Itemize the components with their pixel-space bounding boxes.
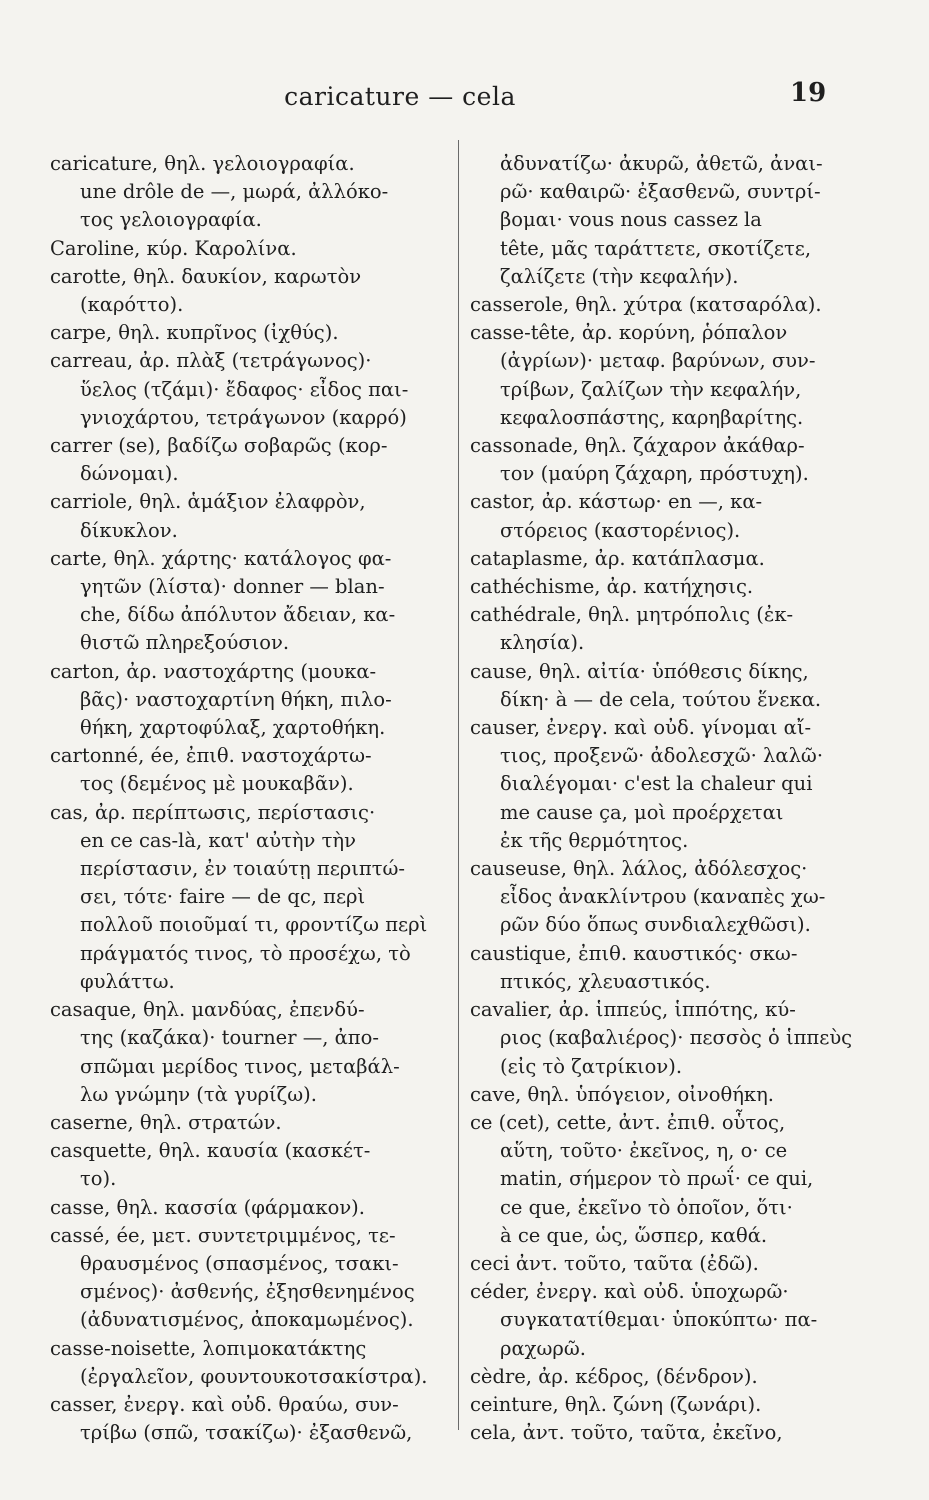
entry-line: φυλάττω. (80, 969, 175, 993)
entry-headline: casse-noisette, λοπιμοκατάκτης (50, 1336, 367, 1360)
entry-headline: carotte, θηλ. δαυκίον, καρωτὸν (50, 264, 362, 288)
dictionary-entry (50, 996, 450, 1109)
entry-line: (εἰς τὸ ζατρίκιον). (500, 1054, 683, 1078)
dictionary-entry (50, 1137, 450, 1193)
entry-line: κλησία). (500, 631, 585, 655)
entry-line: βᾶς)· ναστοχαρτίνη θήκη, πιλο- (80, 687, 392, 711)
dictionary-entry (470, 1391, 865, 1419)
entry-line: τιος, προξενῶ· ἀδολεσχῶ· λαλῶ· (500, 744, 824, 768)
dictionary-entry (470, 1278, 865, 1363)
entry-headline: causeuse, θηλ. λάλος, ἀδόλεσχος· (470, 857, 808, 881)
entry-headline: cataplasme, ἀρ. κατάπλασμα. (470, 546, 765, 570)
entry-headline: carrer (se), βαδίζω σοβαρῶς (κορ- (50, 434, 388, 458)
dictionary-entry (470, 855, 865, 940)
dictionary-entry (470, 291, 865, 319)
entry-headline: casserole, θηλ. χύτρα (κατσαρόλα). (470, 293, 822, 317)
entry-headline: caustique, ἐπιθ. καυστικός· σκω- (470, 941, 798, 965)
entry-line: περίστασιν, ἐν τοιαύτῃ περιπτώ- (80, 857, 406, 881)
entry-line: δίκη· à — de cela, τούτου ἕνεκα. (500, 687, 822, 711)
entry-headline: ceci ἀντ. τοῦτο, ταῦτα (ἐδῶ). (470, 1251, 759, 1275)
entry-headline: cartonné, ée, ἐπιθ. ναστοχάρτω- (50, 744, 372, 768)
entry-line: ραχωρῶ. (500, 1336, 586, 1360)
entry-line: δώνομαι). (80, 462, 179, 486)
entry-headline: carton, ἀρ. ναστοχάρτης (μουκα- (50, 659, 377, 683)
entry-line: (ἀδυνατισμένος, ἀποκαμωμένος). (80, 1308, 414, 1332)
dictionary-entry (50, 432, 450, 488)
entry-headline: casse-tête, ἀρ. κορύνη, ῥόπαλον (470, 321, 788, 345)
entry-line: πολλοῦ ποιοῦμαί τι, φροντίζω περὶ (80, 913, 428, 937)
dictionary-entry (50, 150, 450, 235)
entry-headline: cathéchisme, ἀρ. κατήχησις. (470, 575, 754, 599)
dictionary-entry (50, 1222, 450, 1335)
entry-headline: carreau, ἀρ. πλὰξ (τετράγωνος)· (50, 349, 372, 373)
dictionary-entry (50, 263, 450, 319)
entry-line: θιστῶ πληρεξούσιον. (80, 631, 290, 655)
entry-line: εἶδος ἀνακλίντρου (καναπὲς χω- (500, 885, 826, 909)
entry-headline: causer, ἐνεργ. καὶ οὐδ. γίνομαι αἴ- (470, 716, 812, 740)
entry-line: (ἀγρίων)· μεταφ. βαρύνων, συν- (500, 349, 816, 373)
entry-line: σει, τότε· faire — de qc, περὶ (80, 885, 366, 909)
dictionary-entry (50, 1194, 450, 1222)
dictionary-entry (50, 799, 450, 996)
dictionary-entry (50, 347, 450, 432)
entry-headline: Caroline, κύρ. Καρολίνα. (50, 236, 297, 260)
entry-line: γνιοχάρτου, τετράγωνον (καρρό) (80, 405, 407, 429)
entry-line: κεφαλοσπάστης, καρηβαρίτης. (500, 405, 804, 429)
entry-line: (καρόττο). (80, 293, 184, 317)
entry-line: me cause ça, μοὶ προέρχεται (500, 800, 784, 824)
entry-line: το). (80, 1167, 117, 1191)
dictionary-entry (470, 1109, 865, 1250)
entry-headline: ceinture, θηλ. ζώνη (ζωνάρι). (470, 1392, 762, 1416)
entry-headline: cela, ἀντ. τοῦτο, ταῦτα, ἐκεῖνο, (470, 1421, 783, 1445)
right-column (470, 150, 865, 1447)
entry-line: θήκη, χαρτοφύλαξ, χαρτοθήκη. (80, 716, 386, 740)
entry-line: matin, σήμερον τὸ πρωΐ· ce qui, (500, 1167, 814, 1191)
dictionary-entry (470, 1081, 865, 1109)
entry-headline: cathédrale, θηλ. μητρόπολις (ἐκ- (470, 603, 794, 627)
dictionary-entry (470, 601, 865, 657)
entry-line: τρίβω (σπῶ, τσακίζω)· ἐξασθενῶ, (80, 1421, 413, 1445)
entry-line: πράγματός τινος, τὸ προσέχω, τὸ (80, 941, 411, 965)
dictionary-entry (470, 714, 865, 855)
dictionary-entry (470, 488, 865, 544)
entry-headline: caserne, θηλ. στρατών. (50, 1110, 282, 1134)
page-number: 19 (790, 78, 827, 108)
entry-headline: casaque, θηλ. μανδύας, ἐπενδύ- (50, 998, 365, 1022)
entry-headline: casse, θηλ. κασσία (φάρμακον). (50, 1195, 365, 1219)
dictionary-entry (470, 150, 865, 291)
entry-line: διαλέγομαι· c'est la chaleur qui (500, 772, 813, 796)
entry-headline: cavalier, ἀρ. ἱππεύς, ἱππότης, κύ- (470, 998, 796, 1022)
dictionary-entry (470, 996, 865, 1081)
dictionary-entry (50, 235, 450, 263)
entry-line: βομαι· vous nous cassez la (500, 208, 762, 232)
entry-line: ἐκ τῆς θερμότητος. (500, 828, 689, 852)
left-column (50, 150, 450, 1447)
entry-headline: cave, θηλ. ὑπόγειον, οἰνοθήκη. (470, 1082, 774, 1106)
entry-headline: castor, ἀρ. κάστωρ· en —, κα- (470, 490, 763, 514)
entry-line: συγκατατίθεμαι· ὑποκύπτω· πα- (500, 1308, 818, 1332)
entry-headline: carpe, θηλ. κυπρῖνος (ἰχθύς). (50, 321, 339, 345)
dictionary-entry (50, 1109, 450, 1137)
entry-line: τρίβων, ζαλίζων τὴν κεφαλήν, (500, 377, 802, 401)
dictionary-entry (470, 1250, 865, 1278)
entry-line: en ce cas-là, κατ' αὐτὴν τὴν (80, 828, 356, 852)
dictionary-entry (470, 545, 865, 573)
entry-line: σπῶμαι μερίδος τινος, μεταβάλ- (80, 1054, 400, 1078)
dictionary-entry (470, 573, 865, 601)
dictionary-entry (50, 1391, 450, 1447)
dictionary-entry (50, 545, 450, 658)
entry-line: αὕτη, τοῦτο· ἐκεῖνος, η, ο· ce (500, 1139, 788, 1163)
entry-line: ριος (καβαλιέρος)· πεσσὸς ὁ ἱππεὺς (500, 1026, 853, 1050)
entry-headline: cassé, ée, μετ. συντετριμμένος, τε- (50, 1223, 396, 1247)
entry-line: σμένος)· ἀσθενής, ἐξησθενημένος (80, 1280, 415, 1304)
entry-headline: céder, ἐνεργ. καὶ οὐδ. ὑποχωρῶ· (470, 1280, 789, 1304)
column-divider (458, 140, 459, 1430)
page-header (0, 78, 929, 122)
running-head: caricature — cela (284, 82, 516, 111)
entry-line: τον (μαύρη ζάχαρη, πρόστυχη). (500, 462, 809, 486)
entry-line: της (καζάκα)· tourner —, ἀπο- (80, 1026, 379, 1050)
entry-headline: carte, θηλ. χάρτης· κατάλογος φα- (50, 546, 392, 570)
entry-line: ἀδυνατίζω· ἀκυρῶ, ἀθετῶ, ἀναι- (500, 152, 823, 175)
entry-line: ζαλίζετε (τὴν κεφαλήν). (500, 264, 739, 288)
dictionary-entry (50, 1335, 450, 1391)
dictionary-entry (470, 432, 865, 488)
entry-headline: caricature, θηλ. γελοιογραφία. (50, 152, 355, 175)
dictionary-entry (50, 742, 450, 798)
entry-line: (ἐργαλεῖον, φουντουκοτσακίστρα). (80, 1364, 428, 1388)
dictionary-entry (470, 1419, 865, 1447)
entry-line: λω γνώμην (τὰ γυρίζω). (80, 1082, 317, 1106)
entry-line: ὕελος (τζάμι)· ἔδαφος· εἶδος παι- (80, 377, 409, 401)
dictionary-entry (50, 319, 450, 347)
entry-headline: casser, ἐνεργ. καὶ οὐδ. θραύω, συν- (50, 1392, 399, 1416)
entry-headline: cause, θηλ. αἰτία· ὑπόθεσις δίκης, (470, 659, 809, 683)
entry-headline: cassonade, θηλ. ζάχαρον ἀκάθαρ- (470, 434, 805, 458)
entry-line: τος (δεμένος μὲ μουκαβᾶν). (80, 772, 354, 796)
entry-line: che, δίδω ἀπόλυτον ἄδειαν, κα- (80, 603, 396, 627)
dictionary-entry (470, 1363, 865, 1391)
entry-line: tête, μᾶς ταράττετε, σκοτίζετε, (500, 236, 812, 260)
entry-headline: casquette, θηλ. καυσία (κασκέτ- (50, 1139, 371, 1163)
entry-line: δίκυκλον. (80, 518, 178, 542)
entry-line: ρῶν δύο ὅπως συνδιαλεχθῶσι). (500, 913, 811, 937)
entry-line: πτικός, χλευαστικός. (500, 969, 711, 993)
entry-line: à ce que, ὡς, ὥσπερ, καθά. (500, 1223, 768, 1247)
dictionary-entry (50, 658, 450, 743)
dictionary-entry (470, 658, 865, 714)
entry-line: γητῶν (λίστα)· donner — blan- (80, 575, 385, 599)
entry-headline: cèdre, ἀρ. κέδρος, (δένδρον). (470, 1364, 758, 1388)
entry-line: ρῶ· καθαιρῶ· ἐξασθενῶ, συντρί- (500, 180, 821, 204)
dictionary-entry (470, 940, 865, 996)
entry-line: τος γελοιογραφία. (80, 208, 262, 232)
entry-headline: ce (cet), cette, ἀντ. ἐπιθ. οὗτος, (470, 1110, 786, 1134)
entry-headline: cas, ἀρ. περίπτωσις, περίστασις· (50, 800, 376, 824)
dictionary-entry (470, 319, 865, 432)
entry-line: une drôle de —, μωρά, ἀλλόκο- (80, 180, 389, 204)
dictionary-entry (50, 488, 450, 544)
entry-line: στόρειος (καστορένιος). (500, 518, 741, 542)
entry-line: θραυσμένος (σπασμένος, τσακι- (80, 1251, 399, 1275)
entry-headline: carriole, θηλ. ἁμάξιον ἐλαφρὸν, (50, 490, 366, 514)
entry-line: ce que, ἐκεῖνο τὸ ὁποῖον, ὅτι· (500, 1195, 793, 1219)
